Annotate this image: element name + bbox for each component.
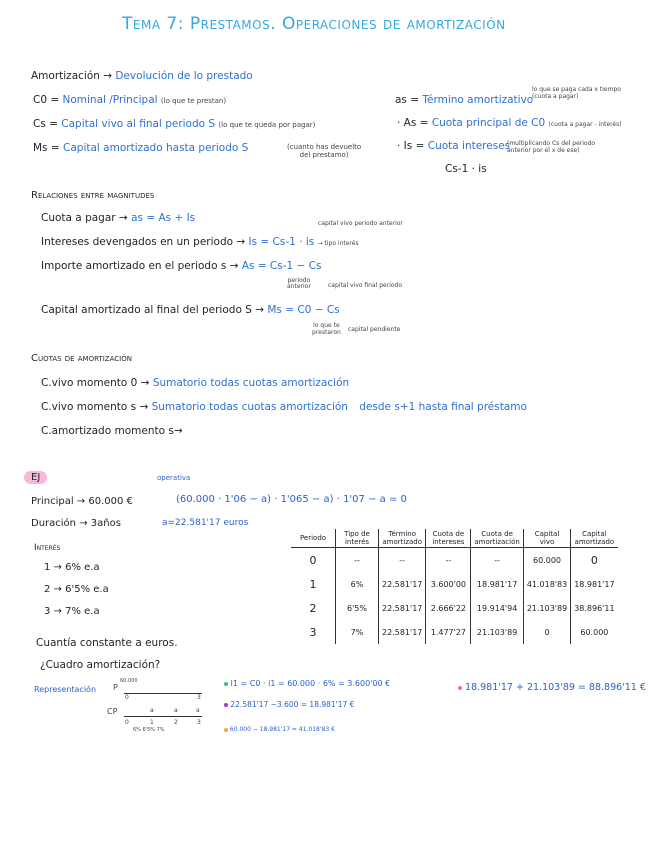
As-definition xyxy=(397,117,622,129)
principal: Principal → 60.000 € xyxy=(31,496,133,507)
Is-note xyxy=(507,140,595,154)
relaciones-heading: Relaciones entre magnitudes xyxy=(31,190,155,201)
ms-note xyxy=(287,143,361,159)
interes-3: 3 → 7% e.a xyxy=(44,606,100,617)
cs-label: Cs = xyxy=(33,118,58,130)
relation-cuota-pagar xyxy=(41,212,195,224)
table-cell: 2.666'22 xyxy=(426,596,471,620)
interes-2: 2 → 6'5% e.a xyxy=(44,584,109,595)
table-cell: 60.000 xyxy=(523,548,570,573)
relation-capital-note-c: capital pendiente xyxy=(348,326,401,333)
Is-note-line1: (multiplicando Cs del periodo xyxy=(507,140,596,147)
ms-meaning: Capital amortizado hasta periodo S xyxy=(63,142,249,154)
As-label: · As = xyxy=(397,117,429,129)
rep-cp-tick-1: 1 xyxy=(150,719,154,726)
operativa-label: operativa xyxy=(157,474,191,482)
rep-a-1: a xyxy=(150,707,154,714)
table-header-row xyxy=(291,529,618,548)
cs-definition xyxy=(33,118,315,130)
table-cell: 21.103'89 xyxy=(471,620,523,644)
calc-capital-amortizado-2-text: 18.981'17 + 21.103'89 = 88.896'11 € xyxy=(465,682,646,693)
table-row xyxy=(291,572,618,596)
calc-capital-vivo-1-text: 60.000 − 18.981'17 = 41.018'83 € xyxy=(229,726,335,733)
table-header: Tipo de interés xyxy=(336,529,379,548)
rep-p-value: 60.000 xyxy=(120,678,138,684)
c0-label: C0 = xyxy=(33,94,60,106)
rep-cp-label: CP xyxy=(107,707,118,716)
cuotas-heading: Cuotas de amortización xyxy=(31,353,132,364)
table-cell: -- xyxy=(426,548,471,573)
as-label: as = xyxy=(395,94,420,106)
relation-importe xyxy=(41,260,321,272)
Is-meaning: Cuota intereses xyxy=(427,140,511,152)
table-cell: 21.103'89 xyxy=(523,596,570,620)
table-header: Capital amortizado xyxy=(571,529,618,548)
Is-label: · Is = xyxy=(397,140,425,152)
orange-dot-icon xyxy=(224,728,228,732)
as-meaning: Término amortizativo xyxy=(422,94,534,106)
interes-1: 1 → 6% e.a xyxy=(44,562,100,573)
calc-interes-1 xyxy=(224,679,390,688)
rep-a-2: a xyxy=(174,707,178,714)
cuotas-line-2-label: C.vivo momento s → xyxy=(41,401,149,413)
table-cell: 6% xyxy=(336,572,379,596)
table-row xyxy=(291,620,618,644)
as-note xyxy=(532,86,621,100)
table-cell: 0 xyxy=(523,620,570,644)
rep-rates: 6% 6'5% 7% xyxy=(133,727,165,733)
table-cell: 18.981'17 xyxy=(471,572,523,596)
ms-label: Ms = xyxy=(33,142,60,154)
table-cell: 3 xyxy=(291,620,336,644)
rep-p-tick-3: 3 xyxy=(197,694,201,701)
relation-capital-formula: Ms = C0 − Cs xyxy=(267,304,340,316)
relation-capital-note-a xyxy=(312,322,341,336)
relation-cuota-formula: as = As + Is xyxy=(131,212,196,224)
Is-note-line2: anterior por el x de ese) xyxy=(507,147,580,154)
operativa-equation: (60.000 · 1'06 − a) · 1'065 − a) · 1'07 − a = 0 xyxy=(176,494,407,505)
rep-cp-tick-2: 2 xyxy=(174,719,178,726)
ms-note-line1: (cuanto has devuelto xyxy=(287,143,362,151)
cs-meaning: Capital vivo al final periodo S xyxy=(61,118,216,130)
rep-cp-axis xyxy=(124,716,202,717)
Is-formula: Cs-1 · is xyxy=(445,163,487,175)
as-definition xyxy=(395,94,533,106)
cuotas-line-1-label: C.vivo momento 0 → xyxy=(41,377,150,389)
table-header: Capital vivo xyxy=(523,529,570,548)
amortizacion-label: Amortización → xyxy=(31,70,113,82)
relation-importe-formula: As = Cs-1 − Cs xyxy=(241,260,322,272)
table-cell: 22.581'17 xyxy=(379,620,426,644)
representacion-label: Representación xyxy=(34,685,97,694)
relation-intereses-note-top: capital vivo periodo anterior xyxy=(318,220,403,227)
table-header: Cuota de amortización xyxy=(471,529,523,548)
table-cell: 18.981'17 xyxy=(574,579,615,589)
table-cell: -- xyxy=(379,548,426,573)
amortizacion-definition xyxy=(31,70,253,82)
rep-p-axis xyxy=(124,693,202,694)
table-cell: 22.581'17 xyxy=(379,596,426,620)
table-cell: 3.600'00 xyxy=(426,572,471,596)
relation-intereses-note-side: → tipo interés xyxy=(317,240,359,247)
cuantia-constante: Cuantía constante a euros. xyxy=(36,637,178,649)
page-title: Tema 7: Prestamos. Operaciones de amortización xyxy=(122,14,506,34)
table-cell: 19.914'94 xyxy=(471,596,523,620)
relation-importe-label: Importe amortizado en el periodo s → xyxy=(41,260,239,272)
relation-importe-note-a2: anterior xyxy=(287,283,311,290)
relation-capital-note-a2: prestaron xyxy=(312,329,341,336)
duracion: Duración → 3años xyxy=(31,518,121,529)
table-cell: 1 xyxy=(291,572,336,596)
relation-importe-note-a xyxy=(287,278,311,290)
table-cell: 0 xyxy=(291,548,336,573)
rep-cp-tick-3: 3 xyxy=(197,719,201,726)
table-cell: -- xyxy=(336,548,379,573)
table-header: Periodo xyxy=(291,529,336,548)
Is-definition xyxy=(397,140,510,152)
table-cell: 0 xyxy=(590,553,598,567)
cuotas-line-3: C.amortizado momento s→ xyxy=(41,425,183,437)
rep-p-label: P xyxy=(113,683,118,692)
cuotas-line-2-extra: desde s+1 hasta final préstamo xyxy=(359,401,527,413)
ms-definition xyxy=(33,142,248,154)
relation-importe-note-c: capital vivo final periodo xyxy=(328,282,403,289)
cuotas-line-2 xyxy=(41,401,527,413)
table-cell: 38.896'11 xyxy=(574,603,615,613)
table-cell: 41.018'83 xyxy=(523,572,570,596)
cuotas-line-2-text: Sumatorio todas cuotas amortización xyxy=(151,401,348,413)
As-note: (cuota a pagar - interés) xyxy=(548,121,622,128)
calc-cuota-amort-1-text: 22.581'17 −3.600 = 18.981'17 € xyxy=(230,700,355,709)
relation-capital-note-a1: lo que te xyxy=(313,322,340,329)
interes-heading: Interés xyxy=(34,543,61,553)
relation-importe-note-a1: periodo xyxy=(287,277,311,284)
calc-cuota-amort-1 xyxy=(224,700,354,709)
rep-p-tick-0: 0 xyxy=(125,694,129,701)
table-cell: 6'5% xyxy=(336,596,379,620)
calc-capital-vivo-1 xyxy=(224,726,335,733)
pink-dot-icon xyxy=(458,686,462,690)
amortizacion-meaning: Devolución de lo prestado xyxy=(115,70,253,82)
relation-intereses-label: Intereses devengados en un periodo → xyxy=(41,236,246,248)
rep-a-3: a xyxy=(196,707,200,714)
green-dot-icon xyxy=(224,682,228,686)
relation-intereses xyxy=(41,236,359,248)
calc-interes-1-text: I1 = C0 · i1 = 60.000 · 6% = 3.600'00 € xyxy=(230,679,391,688)
c0-definition xyxy=(33,94,226,106)
relation-capital-label: Capital amortizado al final del periodo S → xyxy=(41,304,265,316)
cuadro-question: ¿Cuadro amortización? xyxy=(40,659,161,671)
relation-capital-amortizado xyxy=(41,304,340,316)
c0-meaning: Nominal /Principal xyxy=(62,94,158,106)
c0-note: (lo que te prestan) xyxy=(160,97,227,105)
table-header: Término amortizado xyxy=(379,529,426,548)
table-header: Cuota de intereses xyxy=(426,529,471,548)
rep-cp-tick-0: 0 xyxy=(125,719,129,726)
table-row xyxy=(291,548,618,573)
table-row xyxy=(291,596,618,620)
table-cell: -- xyxy=(471,548,523,573)
purple-dot-icon xyxy=(224,703,228,707)
as-note-line1: lo que se paga cada x tiempo xyxy=(532,86,621,93)
table-cell: 2 xyxy=(291,596,336,620)
relation-intereses-formula: Is = Cs-1 · is xyxy=(248,236,315,248)
As-meaning: Cuota principal de C0 xyxy=(431,117,546,129)
amortization-table xyxy=(291,529,618,644)
calc-capital-amortizado-2 xyxy=(458,682,646,693)
cuotas-line-1 xyxy=(41,377,349,389)
table-cell: 22.581'17 xyxy=(379,572,426,596)
relation-cuota-label: Cuota a pagar → xyxy=(41,212,128,224)
ms-note-line2: del prestamo) xyxy=(299,151,349,159)
cs-note: (lo que te queda por pagar) xyxy=(218,121,316,129)
ejemplo-tag: EJ xyxy=(24,471,47,484)
table-cell: 7% xyxy=(336,620,379,644)
cuotas-line-1-text: Sumatorio todas cuotas amortización xyxy=(152,377,350,389)
a-result: a=22.581'17 euros xyxy=(162,518,249,528)
table-cell: 1.477'27 xyxy=(426,620,471,644)
table-cell: 60.000 xyxy=(580,627,609,637)
as-note-line2: (cuota a pagar) xyxy=(532,93,579,100)
